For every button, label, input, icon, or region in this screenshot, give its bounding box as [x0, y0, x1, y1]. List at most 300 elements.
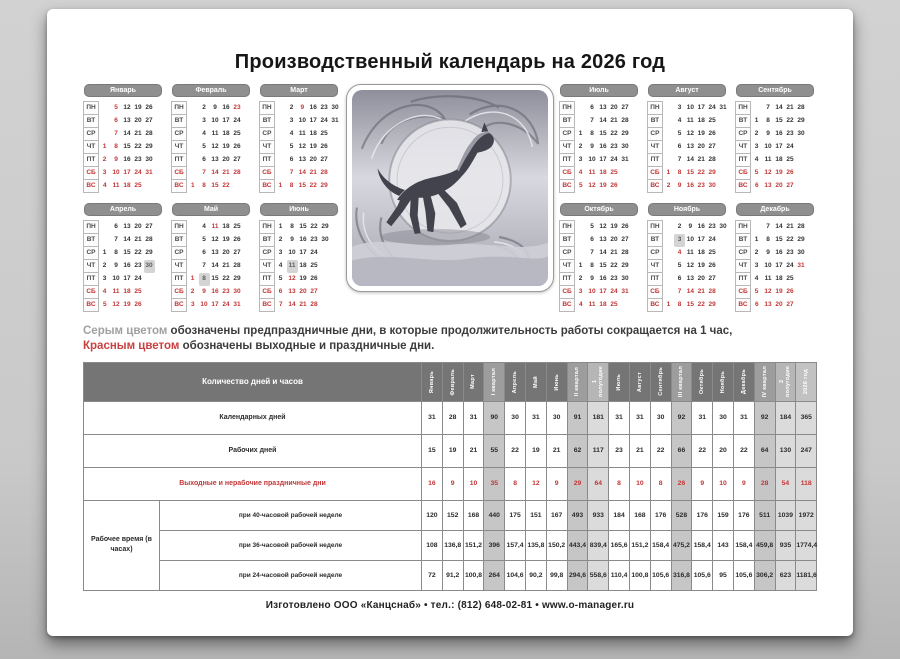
weekday-row [260, 260, 331, 273]
day-cell [620, 167, 631, 180]
day-cell: 26 [233, 143, 241, 150]
day-cell [662, 273, 674, 286]
day-cell: 5 [578, 182, 583, 189]
weekday-label: ВС [260, 299, 275, 312]
day-cell: 4 [578, 169, 583, 176]
day-cell [187, 167, 199, 180]
day-cell [662, 102, 674, 115]
day-cell: 3 [674, 234, 685, 247]
day-cell: 12 [686, 262, 694, 269]
day-cell: 16 [211, 288, 219, 295]
value-cell: 159 [713, 500, 734, 530]
column-header-label: II квартал [574, 367, 581, 397]
weekday-row [560, 299, 631, 312]
month-grid [735, 220, 807, 312]
weekday-label: ВТ [736, 234, 751, 247]
month-block [735, 84, 817, 193]
day-cell: 18 [123, 288, 131, 295]
day-cell: 9 [766, 249, 770, 256]
weekday-row [260, 221, 331, 234]
day-cell: 16 [309, 104, 317, 111]
day-cell: 1 [754, 236, 759, 243]
month-grid [259, 101, 341, 193]
weekday-label: ВС [736, 180, 751, 193]
day-cell: 17 [697, 104, 705, 111]
day-cell: 20 [299, 288, 307, 295]
day-cell: 6 [202, 249, 206, 256]
day-cell: 16 [123, 156, 131, 163]
day-cell: 23 [222, 288, 230, 295]
day-cell: 5 [202, 236, 206, 243]
column-header-label: Февраль [449, 368, 456, 396]
day-cell [187, 154, 199, 167]
day-cell: 26 [320, 143, 328, 150]
day-cell: 23 [708, 223, 716, 230]
day-cell: 4 [102, 288, 107, 295]
weekday-row [172, 234, 243, 247]
weekday-row [84, 141, 155, 154]
value-cell: 1181,6 [796, 560, 817, 590]
column-header [463, 362, 484, 401]
weekday-label: ВС [84, 180, 99, 193]
day-cell [575, 115, 587, 128]
weekday-row [560, 102, 631, 115]
day-cell: 7 [202, 262, 206, 269]
day-cell: 28 [233, 262, 241, 269]
page-title: Производственный календарь на 2026 год [234, 51, 666, 73]
value-cell: 165,6 [609, 530, 630, 560]
day-cell: 13 [123, 117, 131, 124]
day-cell: 7 [202, 169, 206, 176]
month-block [83, 203, 165, 312]
day-cell: 3 [289, 117, 294, 124]
column-header-label: Январь [428, 370, 435, 393]
weekday-label: ЧТ [560, 260, 575, 273]
day-cell [187, 260, 199, 273]
day-cell: 3 [102, 169, 107, 176]
day-cell: 13 [764, 301, 772, 308]
day-cell: 11 [112, 182, 120, 189]
value-cell: 30 [505, 401, 526, 434]
weekday-label: ПТ [560, 154, 575, 167]
weekday-row [736, 141, 807, 154]
day-cell: 12 [764, 169, 772, 176]
day-cell: 28 [621, 249, 629, 256]
weekday-label: СР [84, 247, 99, 260]
value-cell: 181 [588, 401, 609, 434]
day-cell: 11 [686, 117, 694, 124]
weekday-label: ЧТ [172, 141, 187, 154]
day-cell [187, 247, 199, 260]
day-cell: 20 [134, 223, 142, 230]
day-cell: 4 [677, 117, 682, 124]
weekday-row [172, 299, 243, 312]
weekday-row [648, 102, 729, 115]
value-cell: 459,8 [754, 530, 775, 560]
weekday-row [648, 286, 729, 299]
weekday-label: ПТ [260, 154, 275, 167]
day-cell: 13 [686, 275, 694, 282]
value-cell: 623 [775, 560, 796, 590]
column-header [567, 362, 588, 401]
value-cell: 12 [525, 467, 546, 500]
day-cell: 8 [677, 169, 682, 176]
day-cell: 10 [686, 104, 694, 111]
weekday-label: ВТ [260, 115, 275, 128]
month-title: Октябрь [560, 203, 638, 216]
day-cell [320, 260, 331, 273]
weekday-label: СБ [736, 286, 751, 299]
value-cell: 28 [754, 467, 775, 500]
weekday-label: СБ [648, 167, 663, 180]
weekday-row [648, 128, 729, 141]
day-cell: 1 [190, 182, 195, 189]
weekday-label: ВС [736, 299, 751, 312]
weekday-row [260, 167, 341, 180]
value-cell: 396 [484, 530, 505, 560]
day-cell: 2 [102, 156, 107, 163]
work-time-sublabel: при 40-часовой рабочей неделе [160, 500, 422, 530]
day-cell: 19 [299, 275, 307, 282]
day-cell: 6 [202, 156, 206, 163]
value-cell: 264 [484, 560, 505, 590]
day-cell: 22 [786, 117, 794, 124]
day-cell: 7 [677, 288, 682, 295]
weekday-label: ВС [560, 180, 575, 193]
weekday-label: ПН [648, 102, 663, 115]
day-cell: 24 [610, 156, 618, 163]
day-cell: 4 [578, 301, 583, 308]
work-time-sublabel: при 24-часовой рабочей неделе [160, 560, 422, 590]
day-cell: 31 [621, 288, 629, 295]
weekday-row [84, 128, 155, 141]
value-cell: 143 [713, 530, 734, 560]
day-cell: 11 [686, 249, 694, 256]
month-title: Май [172, 203, 250, 216]
value-cell: 10 [713, 467, 734, 500]
day-cell: 3 [278, 249, 283, 256]
column-header [422, 362, 443, 401]
weekday-label: ВТ [172, 115, 187, 128]
day-cell: 28 [708, 156, 716, 163]
weekday-row [648, 234, 729, 247]
value-cell: 19 [442, 434, 463, 467]
day-cell: 27 [320, 156, 328, 163]
day-cell: 16 [599, 143, 607, 150]
value-cell: 1774,4 [796, 530, 817, 560]
column-header-label: Апрель [512, 370, 519, 394]
day-cell: 28 [310, 301, 318, 308]
month-grid [647, 220, 729, 312]
table-wrap [47, 354, 853, 591]
day-cell: 8 [766, 117, 770, 124]
weekday-row [736, 102, 807, 115]
day-cell: 8 [202, 182, 206, 189]
day-cell: 18 [697, 249, 705, 256]
month-block [259, 203, 341, 312]
weekday-label: ПН [84, 221, 99, 234]
weekday-row [736, 167, 807, 180]
column-header-label: Декабрь [740, 369, 747, 395]
day-cell: 19 [222, 236, 230, 243]
day-cell [330, 180, 341, 193]
day-cell: 12 [599, 223, 607, 230]
weekday-row [260, 234, 331, 247]
weekday-label: ВТ [84, 234, 99, 247]
weekday-label: ВТ [648, 115, 663, 128]
weekday-label: ВТ [560, 234, 575, 247]
day-cell [662, 260, 674, 273]
value-cell: 9 [692, 467, 713, 500]
day-cell: 27 [708, 143, 716, 150]
weekday-row [260, 286, 331, 299]
value-cell: 151,2 [463, 530, 484, 560]
day-cell [274, 141, 286, 154]
day-cell: 8 [290, 223, 294, 230]
value-cell: 118 [796, 467, 817, 500]
day-cell: 15 [211, 275, 219, 282]
table-row [84, 434, 817, 467]
day-cell: 21 [134, 130, 142, 137]
weekday-row [84, 167, 155, 180]
value-cell: 493 [567, 500, 588, 530]
column-header [505, 362, 526, 401]
day-cell: 12 [123, 104, 131, 111]
day-cell: 7 [590, 249, 594, 256]
day-cell: 19 [309, 143, 317, 150]
weekday-label: ВС [648, 180, 663, 193]
value-cell: 26 [671, 467, 692, 500]
day-cell: 16 [222, 104, 230, 111]
day-cell [718, 180, 729, 193]
day-cell: 6 [754, 182, 759, 189]
column-header-label: IV квартал [761, 366, 768, 398]
day-cell: 21 [299, 301, 307, 308]
value-cell: 839,4 [588, 530, 609, 560]
day-cell: 18 [222, 223, 230, 230]
column-header-label: Март [470, 374, 477, 390]
column-header [713, 362, 734, 401]
value-cell: 91,2 [442, 560, 463, 590]
weekday-label: ЧТ [84, 141, 99, 154]
day-cell: 8 [199, 273, 210, 286]
column-header-label: Октябрь [699, 369, 706, 395]
day-cell: 12 [764, 288, 772, 295]
month-title: Сентябрь [736, 84, 814, 97]
day-cell: 15 [599, 262, 607, 269]
day-cell: 15 [775, 236, 783, 243]
weekday-row [648, 167, 729, 180]
value-cell: 55 [484, 434, 505, 467]
day-cell: 26 [145, 104, 153, 111]
day-cell: 20 [775, 301, 783, 308]
day-cell: 9 [766, 130, 770, 137]
day-cell: 29 [320, 182, 328, 189]
month-title: Ноябрь [648, 203, 726, 216]
day-cell: 22 [309, 182, 317, 189]
weekday-label: ПТ [736, 273, 751, 286]
day-cell [232, 180, 243, 193]
month-title: Июнь [260, 203, 338, 216]
day-cell: 4 [754, 156, 759, 163]
value-cell: 176 [650, 500, 671, 530]
day-cell: 22 [222, 275, 230, 282]
day-cell: 28 [708, 288, 716, 295]
weekday-label: ЧТ [736, 141, 751, 154]
day-cell: 24 [786, 143, 794, 150]
day-cell: 5 [289, 143, 294, 150]
day-cell: 23 [134, 262, 142, 269]
weekday-row [736, 299, 807, 312]
value-cell: 21 [546, 434, 567, 467]
day-cell [144, 299, 155, 312]
column-header-label: 2026 год [803, 369, 810, 395]
day-cell: 25 [233, 223, 241, 230]
day-cell: 21 [610, 117, 618, 124]
weekday-row [648, 221, 729, 234]
value-cell: 30 [713, 401, 734, 434]
day-cell: 2 [278, 236, 283, 243]
day-cell: 7 [766, 223, 770, 230]
value-cell: 30 [650, 401, 671, 434]
value-cell: 22 [692, 434, 713, 467]
value-cell: 152 [442, 500, 463, 530]
day-cell: 5 [278, 275, 283, 282]
value-cell: 21 [463, 434, 484, 467]
day-cell: 21 [309, 169, 317, 176]
day-cell [320, 286, 331, 299]
value-cell: 92 [671, 401, 692, 434]
weekday-row [260, 128, 341, 141]
value-cell: 31 [463, 401, 484, 434]
value-cell: 130 [775, 434, 796, 467]
day-cell: 26 [233, 236, 241, 243]
month-title: Март [260, 84, 338, 97]
value-cell: 21 [629, 434, 650, 467]
day-cell: 8 [590, 262, 594, 269]
day-cell: 29 [145, 249, 153, 256]
weekday-label: ЧТ [172, 260, 187, 273]
day-cell: 31 [797, 262, 805, 269]
day-cell [187, 102, 199, 115]
weekday-label: ПТ [736, 154, 751, 167]
table-row [84, 467, 817, 500]
weekday-row [84, 115, 155, 128]
day-cell: 11 [764, 156, 772, 163]
day-cell: 15 [298, 182, 306, 189]
value-cell: 151,2 [629, 530, 650, 560]
day-cell: 10 [764, 262, 772, 269]
weekday-label: ВТ [736, 115, 751, 128]
day-cell: 20 [697, 275, 705, 282]
weekday-row [172, 180, 243, 193]
value-cell: 22 [505, 434, 526, 467]
day-cell: 3 [202, 117, 206, 124]
month-title: Январь [84, 84, 162, 97]
weekday-row [260, 247, 331, 260]
day-cell: 12 [288, 275, 296, 282]
weekday-label: ПН [560, 221, 575, 234]
weekday-row [172, 167, 243, 180]
value-cell: 105,6 [733, 560, 754, 590]
day-cell: 11 [588, 301, 596, 308]
weekday-row [260, 273, 331, 286]
column-header-label: Сентябрь [657, 367, 664, 397]
day-cell: 7 [114, 130, 118, 137]
day-cell: 27 [786, 301, 794, 308]
day-cell: 6 [590, 236, 594, 243]
day-cell: 31 [621, 156, 629, 163]
value-cell: 316,8 [671, 560, 692, 590]
weekday-row [560, 141, 631, 154]
weekday-label: ПН [260, 221, 275, 234]
day-cell: 21 [697, 288, 705, 295]
day-cell: 6 [114, 117, 118, 124]
day-cell: 29 [797, 117, 805, 124]
value-cell: 108 [422, 530, 443, 560]
day-cell: 20 [775, 182, 783, 189]
day-cell: 31 [145, 169, 153, 176]
day-cell: 5 [677, 262, 682, 269]
value-cell: 294,6 [567, 560, 588, 590]
value-cell: 31 [525, 401, 546, 434]
value-cell: 105,6 [692, 560, 713, 590]
value-cell: 10 [463, 467, 484, 500]
day-cell: 12 [588, 182, 596, 189]
day-cell: 12 [112, 301, 120, 308]
day-cell: 17 [775, 143, 783, 150]
weekday-row [260, 115, 341, 128]
weekday-label: СР [260, 247, 275, 260]
value-cell: 175 [505, 500, 526, 530]
day-cell: 10 [588, 156, 596, 163]
day-cell: 2 [578, 143, 583, 150]
column-header-label: 2 полугодие [779, 366, 792, 398]
table-header-label: Количество дней и часов [84, 362, 422, 401]
day-cell [796, 180, 807, 193]
weekday-label: ПН [260, 102, 275, 115]
column-header-label: III квартал [678, 366, 685, 398]
column-header-label: Май [532, 375, 539, 388]
weekday-label: ПН [648, 221, 663, 234]
value-cell: 91 [567, 401, 588, 434]
value-cell: 167 [546, 500, 567, 530]
weekday-label: СБ [736, 167, 751, 180]
weekday-row [648, 154, 729, 167]
day-cell: 3 [754, 262, 759, 269]
column-header [775, 362, 796, 401]
day-cell: 25 [786, 156, 794, 163]
day-cell: 13 [123, 223, 131, 230]
day-cell: 17 [599, 156, 607, 163]
day-cell: 7 [590, 117, 594, 124]
day-cell: 15 [686, 301, 694, 308]
day-cell [330, 128, 341, 141]
day-cell: 1 [578, 262, 583, 269]
day-cell: 23 [320, 104, 328, 111]
day-cell: 6 [590, 104, 594, 111]
weekday-label: ВТ [172, 234, 187, 247]
value-cell: 105,6 [650, 560, 671, 590]
day-cell: 20 [222, 249, 230, 256]
day-cell: 13 [599, 236, 607, 243]
day-cell: 24 [310, 249, 318, 256]
weekday-row [736, 128, 807, 141]
value-cell: 443,4 [567, 530, 588, 560]
day-cell: 15 [299, 223, 307, 230]
day-cell: 9 [290, 236, 294, 243]
day-cell: 28 [797, 223, 805, 230]
